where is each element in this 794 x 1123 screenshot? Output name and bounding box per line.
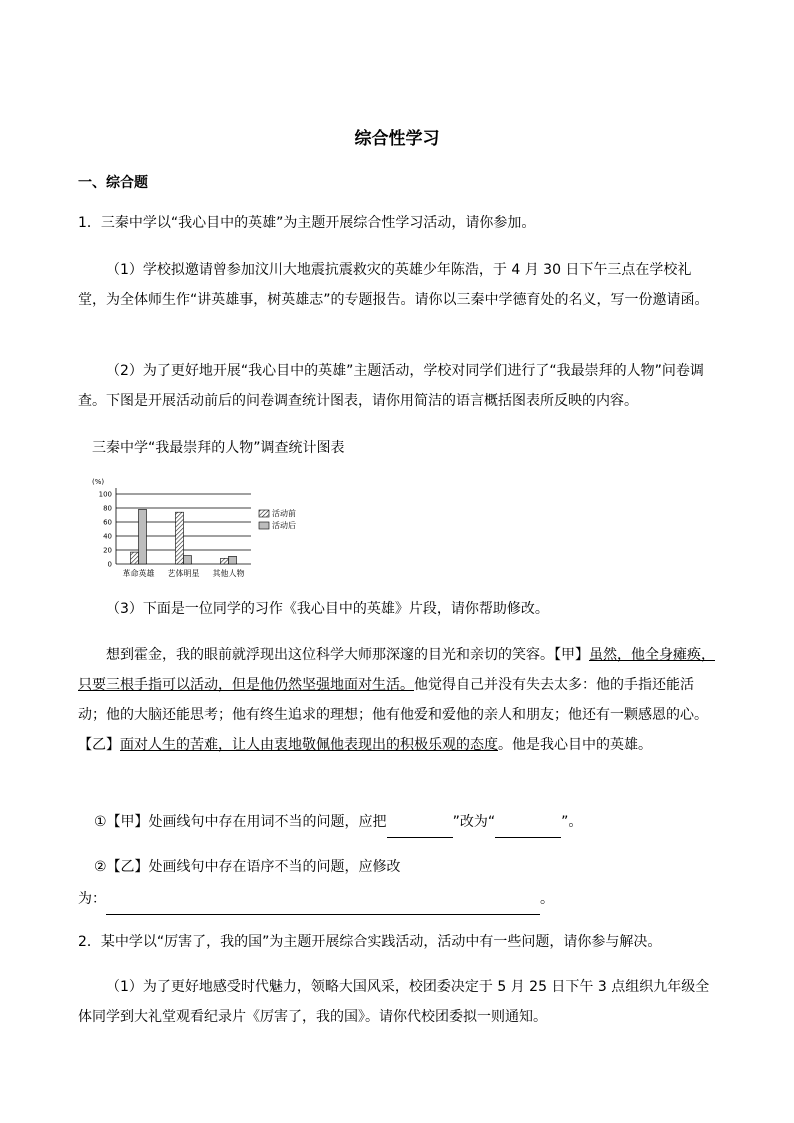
y-tick-label: 60 bbox=[103, 518, 112, 527]
bar-before bbox=[131, 552, 139, 564]
page-title: 综合性学习 bbox=[354, 129, 440, 149]
answer-blank-1[interactable] bbox=[387, 807, 453, 838]
y-tick-label: 100 bbox=[98, 490, 112, 499]
y-axis-unit: (%) bbox=[92, 478, 105, 486]
legend-swatch bbox=[259, 510, 269, 517]
q1-part3: （3）下面是一位同学的习作《我心目中的英雄》片段，请你帮助修改。 bbox=[106, 601, 549, 617]
subquestion-1 bbox=[94, 807, 734, 838]
legend-label: 活动前 bbox=[272, 509, 296, 518]
legend-swatch bbox=[259, 522, 269, 529]
sq2-text-c: 。 bbox=[540, 891, 554, 907]
q1-stem: 1．三秦中学以“我心目中的英雄”为主题开展综合性学习活动，请你参加。 bbox=[78, 215, 536, 231]
q2-stem: 2．某中学以“厉害了，我的国”为主题开展综合实践活动，活动中有一些问题，请你参与解决。 bbox=[78, 934, 662, 950]
legend-label: 活动后 bbox=[272, 521, 296, 530]
passage-text-e: 。他是我心目中的英雄。 bbox=[498, 737, 652, 753]
answer-blank-2[interactable] bbox=[495, 807, 561, 838]
q2-part1: （1）为了更好地感受时代魅力，领略大国风采，校团委决定于 5 月 25 日下午 3 点组织九年级全体同学到大礼堂观看纪录片《厉害了，我的国》。请你代校团委拟一则通知。 bbox=[78, 979, 710, 1025]
subquestion-2-line2 bbox=[78, 884, 718, 915]
passage bbox=[78, 640, 718, 760]
section-heading: 一、综合题 bbox=[78, 175, 148, 191]
x-tick-label: 革命英雄 bbox=[122, 569, 155, 578]
bar-after bbox=[229, 556, 237, 564]
bar-after bbox=[184, 556, 192, 564]
underlined-sentence-jia: 虽然，他全身瘫痪，只要三根手指可以活动，但是他仍然坚强地面对生活。 bbox=[78, 647, 715, 693]
passage-text-a: 想到霍金，我的眼前就浮现出这位科学大师那深邃的目光和亲切的笑容。【甲】 bbox=[106, 647, 589, 663]
y-tick-label: 40 bbox=[103, 532, 112, 541]
passage-text-c: 他觉得自己并没有失去太多：他的手指还能活动；他的大脑还能思考；他有终生追求的理想；他有他爱和爱他的亲人和朋友；他还有一颗感恩的心。【乙】 bbox=[78, 677, 708, 753]
x-tick-label: 其他人物 bbox=[212, 569, 245, 578]
y-tick-label: 0 bbox=[107, 560, 112, 569]
x-tick-label: 艺体明星 bbox=[167, 569, 200, 578]
sq1-text-a: ①【甲】处画线句中存在用词不当的问题，应把 bbox=[94, 814, 387, 830]
bar-before bbox=[221, 558, 229, 564]
y-tick-label: 20 bbox=[103, 546, 112, 555]
q1-part2: （2）为了更好地开展“我心目中的英雄”主题活动，学校对同学们进行了“我最崇拜的人物”问卷调查。下图是开展活动前后的问卷调查统计图表，请你用简洁的语言概括图表所反映的内容。 bbox=[78, 363, 704, 409]
q1-part1: （1）学校拟邀请曾参加汶川大地震抗震救灾的英雄少年陈浩，于 4 月 30 日下午三点在学校礼堂，为全体师生作“讲英雄事，树英雄志”的专题报告。请你以三秦中学德育处的名义，写一份邀请函。 bbox=[78, 262, 709, 308]
bar-after bbox=[139, 509, 147, 564]
y-tick-label: 80 bbox=[103, 504, 112, 513]
chart-title: 三秦中学“我最崇拜的人物”调查统计图表 bbox=[92, 440, 345, 456]
sq1-text-b: ”改为“ bbox=[452, 814, 496, 830]
bar-chart bbox=[86, 472, 326, 582]
underlined-sentence-yi: 面对人生的苦难，让人由衷地敬佩他表现出的积极乐观的态度 bbox=[120, 737, 498, 753]
answer-blank-3[interactable] bbox=[106, 884, 540, 915]
subquestion-2: ②【乙】处画线句中存在语序不当的问题，应修改 bbox=[94, 859, 401, 875]
sq2-text-b: 为： bbox=[78, 891, 106, 907]
sq1-text-c: ”。 bbox=[561, 814, 583, 830]
bar-before bbox=[176, 512, 184, 564]
